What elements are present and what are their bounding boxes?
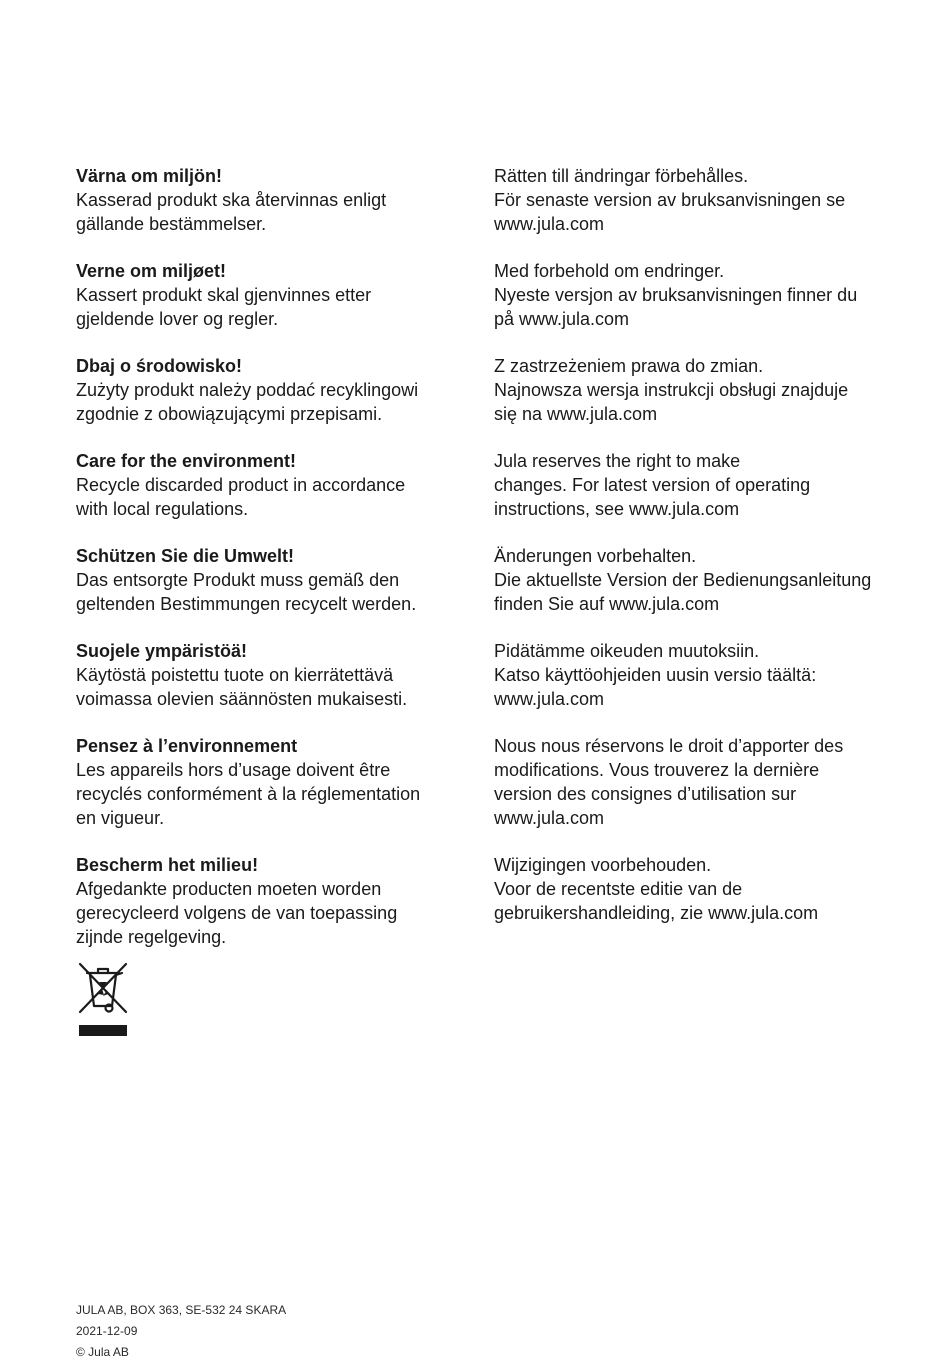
notice-text: finden Sie auf www.jula.com	[494, 594, 720, 614]
revision-notice-fr	[494, 734, 894, 830]
notice-text: på www.jula.com	[494, 309, 630, 329]
notice-text: Med forbehold om endringer.	[494, 261, 725, 281]
notice-text: Voor de recentste editie van de	[494, 879, 743, 899]
environment-notice-sv	[76, 164, 456, 236]
notice-text: Nous nous réservons le droit d’apporter des	[494, 736, 844, 756]
notice-heading: Värna om miljön!	[76, 166, 223, 186]
notice-text: Das entsorgte Produkt muss gemäß den	[76, 570, 400, 590]
notice-text: gjeldende lover og regler.	[76, 309, 279, 329]
revision-notices-column	[494, 164, 894, 948]
notice-text: Änderungen vorbehalten.	[494, 546, 697, 566]
environment-notices-column	[76, 164, 456, 972]
notice-text: with local regulations.	[76, 499, 249, 519]
notice-text: Najnowsza wersja instrukcji obsługi znajduje	[494, 380, 849, 400]
notice-text: www.jula.com	[494, 808, 605, 828]
crossed-out-wheelie-bin-icon	[76, 960, 130, 1040]
revision-notice-de	[494, 544, 894, 616]
footer	[76, 1300, 286, 1363]
notice-heading: Bescherm het milieu!	[76, 855, 259, 875]
notice-heading: Care for the environment!	[76, 451, 297, 471]
company-address: JULA AB, BOX 363, SE-532 24 SKARA	[76, 1303, 287, 1317]
notice-text: instructions, see www.jula.com	[494, 499, 740, 519]
environment-notice-pl	[76, 354, 456, 426]
notice-text: Käytöstä poistettu tuote on kierrätettävä	[76, 665, 394, 685]
notice-text: Z zastrzeżeniem prawa do zmian.	[494, 356, 764, 376]
notice-text: Afgedankte producten moeten worden	[76, 879, 382, 899]
environment-notice-en	[76, 449, 456, 521]
notice-text: voimassa olevien säännösten mukaisesti.	[76, 689, 408, 709]
revision-notice-nl	[494, 853, 894, 925]
notice-text: się na www.jula.com	[494, 404, 658, 424]
notice-text: www.jula.com	[494, 214, 605, 234]
notice-heading: Suojele ympäristöä!	[76, 641, 248, 661]
notice-text: modifications. Vous trouverez la dernière	[494, 760, 820, 780]
revision-notice-fi	[494, 639, 894, 711]
notice-text: recyclés conformément à la réglementation	[76, 784, 421, 804]
revision-notice-no	[494, 259, 894, 331]
environment-notice-fr	[76, 734, 456, 830]
notice-text: Pidätämme oikeuden muutoksiin.	[494, 641, 760, 661]
notice-text: Kassert produkt skal gjenvinnes etter	[76, 285, 372, 305]
notice-text: geltenden Bestimmungen recycelt werden.	[76, 594, 417, 614]
notice-text: Nyeste versjon av bruksanvisningen finner du	[494, 285, 858, 305]
notice-text: en vigueur.	[76, 808, 165, 828]
notice-text: Wijzigingen voorbehouden.	[494, 855, 712, 875]
notice-text: Zużyty produkt należy poddać recyklingowi	[76, 380, 419, 400]
notice-heading: Verne om miljøet!	[76, 261, 227, 281]
notice-text: Recycle discarded product in accordance	[76, 475, 406, 495]
notice-heading: Dbaj o środowisko!	[76, 356, 243, 376]
notice-text: zgodnie z obowiązującymi przepisami.	[76, 404, 383, 424]
notice-text: Kasserad produkt ska återvinnas enligt	[76, 190, 387, 210]
notice-text: version des consignes d’utilisation sur	[494, 784, 797, 804]
environment-notice-de	[76, 544, 456, 616]
copyright: © Jula AB	[76, 1345, 129, 1359]
notice-text: zijnde regelgeving.	[76, 927, 227, 947]
notice-text: Katso käyttöohjeiden uusin versio täältä:	[494, 665, 817, 685]
notice-text: changes. For latest version of operating	[494, 475, 811, 495]
notice-text: Jula reserves the right to make	[494, 451, 741, 471]
notice-heading: Schützen Sie die Umwelt!	[76, 546, 295, 566]
revision-notice-sv	[494, 164, 894, 236]
environment-notice-fi	[76, 639, 456, 711]
notice-text: www.jula.com	[494, 689, 605, 709]
revision-notice-pl	[494, 354, 894, 426]
revision-notice-en	[494, 449, 894, 521]
notice-text: gerecycleerd volgens de van toepassing	[76, 903, 398, 923]
notice-text: Die aktuellste Version der Bedienungsanleitung	[494, 570, 872, 590]
notice-text: För senaste version av bruksanvisningen se	[494, 190, 846, 210]
environment-notice-nl	[76, 853, 456, 949]
environment-notice-no	[76, 259, 456, 331]
notice-text: Les appareils hors d’usage doivent être	[76, 760, 391, 780]
notice-text: Rätten till ändringar förbehålles.	[494, 166, 749, 186]
notice-text: gällande bestämmelser.	[76, 214, 267, 234]
notice-heading: Pensez à l’environnement	[76, 736, 298, 756]
document-date: 2021-12-09	[76, 1324, 138, 1338]
notice-text: gebruikershandleiding, zie www.jula.com	[494, 903, 819, 923]
